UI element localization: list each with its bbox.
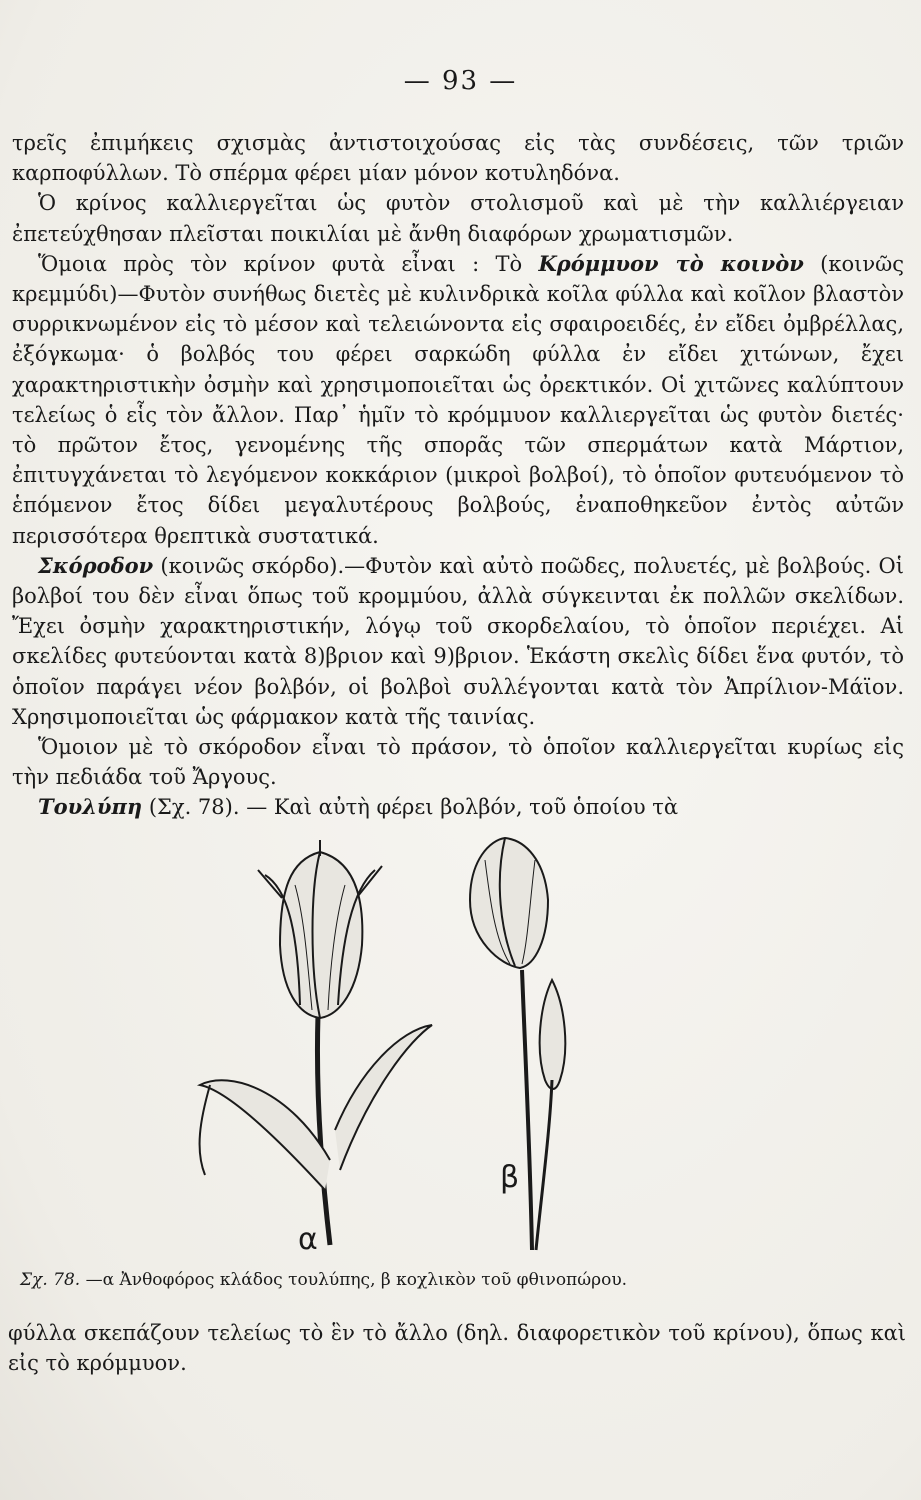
paragraph-lily-cultivation: Ὁ κρίνος καλλιεργεῖται ὡς φυτὸν στολισμοῦ καὶ μὲ τὴν καλλιέργειαν ἐπετεύχθησαν πλεῖσται ποικιλίαι μὲ ἄνθη διαφόρων χρωματισμῶν. [12,191,904,246]
paragraph-tulip [12,792,904,822]
caption-label: Σχ. 78. [20,1270,81,1290]
figure-label-a: α [298,1222,318,1257]
continuation-text [8,1318,906,1378]
figure-78 [170,830,790,1270]
paragraph-lily-seeds: τρεῖς ἐπιμήκεις σχισμὰς ἀντιστοιχούσας εἰς τὰς συνδέσεις, τῶν τριῶν καρποφύλλων. Τὸ σπέρμα φέρει μίαν μόνον κοτυληδόνα. [12,131,904,186]
tulip-crocus-illustration [170,830,790,1270]
main-text [12,128,904,823]
figure-label-b: β [500,1160,520,1195]
onion-text: (κοινῶς κρεμμύδι)—Φυτὸν συνήθως διετὲς μὲ κυλινδρικὰ κοῖλα φύλλα καὶ κοῖλον βλαστὸν συρρικνωμένον εἰς τὸ μέσον καὶ τελειώνοντα εἰς σφαιροειδές, ἐν εἴδει ὀμβρέλλας, ἐξόγκωμα· ὁ βολβός του φέρει σαρκώδη φύλλα ἐν εἴδει χιτώνων, ἔχει χαρακτηριστικὴν ὀσμὴν καὶ χρησιμοποιεῖται ὡς ὀρεκτικόν. Οἱ χιτῶνες καλύπτουν τελείως ὁ εἷς τὸν ἄλλον. Παρ᾽ ἡμῖν τὸ κρόμμυον καλλιεργεῖται ὡς φυτὸν διετές· τὸ πρῶτον ἔτος, γενομένης τῆς σπορᾶς τῶν σπερμάτων κατὰ Μάρτιον, ἐπιτυγχάνεται τὸ λεγόμενον κοκκάριον (μικροὶ βολβοί), τὸ ὁποῖον φυτευόμενον τὸ ἑπόμενον ἔτος δίδει μεγαλυτέρους βολβούς, ἐναποθηκεῦον ἐντὸς αὐτῶν περισσότερα θρεπτικὰ συστατικά. [12,251,904,548]
paragraph-leek: Ὅμοιον μὲ τὸ σκόροδον εἶναι τὸ πράσον, τὸ ὁποῖον καλλιεργεῖται κυρίως εἰς τὴν πεδιάδα τοῦ Ἄργους. [12,735,904,790]
garlic-text: (κοινῶς σκόρδο).—Φυτὸν καὶ αὐτὸ ποῶδες, πολυετές, μὲ βολβούς. Οἱ βολβοί του δὲν εἶναι ὅπως τοῦ κρομμύου, ἀλλὰ σύγκεινται ἐκ πολλῶν σκελίδων. Ἔχει ὀσμὴν χαρακτηριστικήν, λόγῳ τοῦ σκορδελαίου, τὸ ὁποῖον περιέχει. Αἱ σκελίδες φυτεύονται κατὰ 8)βριον καὶ 9)βριον. Ἑκάστη σκελὶς δίδει ἕνα φυτόν, τὸ ὁποῖον παράγει νέον βολβόν, οἱ βολβοὶ συλλέγονται κατὰ τὸν Ἀπρίλιον-Μάϊον. Χρησιμοποιεῖται ὡς φάρμακον κατὰ τῆς ταινίας. [12,553,904,729]
tulip-drawing [200,840,432,1245]
onion-intro: Ὅμοια πρὸς τὸν κρίνον φυτὰ εἶναι : Τὸ [38,251,539,276]
tulip-text: (Σχ. 78). — Καὶ αὐτὴ φέρει βολβόν, τοῦ ὁποίου τὰ [142,795,679,820]
paragraph-tulip-continued: φύλλα σκεπάζουν τελείως τὸ ἓν τὸ ἄλλο (δηλ. διαφορετικὸν τοῦ κρίνου), ὅπως καὶ εἰς τὸ κρόμμυον. [8,1321,906,1376]
onion-term: Κρόμμυον τὸ κοινὸν [538,250,804,276]
figure-caption [20,1268,900,1292]
paragraph-onion [12,249,904,551]
tulip-term: Τουλύπη [38,794,143,820]
garlic-term: Σκόροδον [38,552,154,578]
caption-text: —α Ἀνθοφόρος κλάδος τουλύπης, β κοχλικὸν τοῦ φθινοπώρου. [80,1270,628,1290]
page-number: — 93 — [403,66,518,96]
paragraph-garlic [12,551,904,732]
